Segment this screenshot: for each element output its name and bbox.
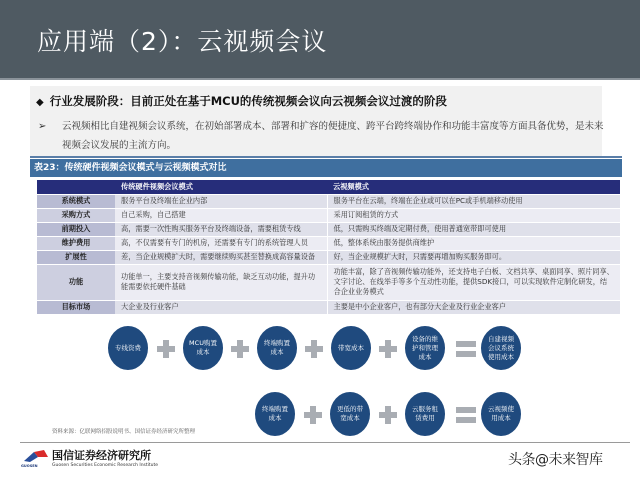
row-label: 目标市场 — [37, 300, 115, 314]
row-label: 扩展性 — [37, 250, 115, 264]
header-cell-cloud: 云视频模式 — [327, 180, 620, 194]
cost-circle-self-built-total: 自建视频会议系统使用成本 — [481, 326, 521, 370]
title-bar — [0, 0, 640, 80]
cell-cloud: 功能丰富，除了音视频传输功能外，还支持电子白板、文档共享、桌面同享、照片同享、文字讨论、在线举手等多个互动性功能，提供SDK接口，可以实现软件定制化研发，结合企业业务模式 — [327, 264, 620, 300]
equals-icon — [456, 407, 476, 423]
table-row — [37, 222, 620, 236]
org-name: 国信证券经济研究所 — [52, 449, 151, 462]
headline-text: 行业发展阶段：目前正处在基于MCU的传统视频会议向云视频会议过渡的阶段 — [49, 94, 447, 108]
cell-cloud: 服务平台在云端，终端在企业或可以在PC或手机端移动使用 — [327, 194, 620, 208]
row-label: 采购方式 — [37, 208, 115, 222]
cell-cloud: 采用订阅租赁的方式 — [327, 208, 620, 222]
diamond-bullet-icon: ◆ — [36, 97, 44, 108]
cost-circle-cloud-rental: 云服务租赁费用 — [405, 392, 445, 436]
bullet-text: 云视频相比自建视频会议系统，在初始部署成本、部署和扩容的便捷度、跨平台跨终端协作和功能丰富度等方面具备优势，是未来视频会议发展的主流方向。 — [62, 121, 604, 151]
org-name-en: Guosen Securities Economic Research Institute — [52, 463, 159, 468]
divider — [30, 156, 622, 158]
arrow-bullet-icon: ➢ — [38, 121, 47, 132]
plus-icon — [304, 406, 322, 424]
source-note: 资料来源：亿联网络招股说明书、国信证券经济研究所整理 — [52, 429, 196, 435]
cell-cloud: 主要是中小企业客户，也有部分大企业及行业企业客户 — [327, 300, 620, 314]
cell-traditional: 服务平台及终端在企业内部 — [115, 194, 327, 208]
cost-circle-terminal: 终端购置成本 — [255, 392, 295, 436]
row-label: 系统模式 — [37, 194, 115, 208]
table-row — [37, 236, 620, 250]
cell-cloud: 好，当企业规模扩大时，只需要再增加购买服务即可。 — [327, 250, 620, 264]
cell-traditional: 功能单一，主要支持音视频传输功能，缺乏互动功能，提升功能需要依托硬件基础 — [115, 264, 327, 300]
cell-traditional: 差，当企业规模扩大时，需要继续购买甚至替换成高容量设备 — [115, 250, 327, 264]
cell-traditional: 大企业及行业客户 — [115, 300, 327, 314]
cost-circle-terminal: 终端购置成本 — [257, 326, 297, 370]
cost-circle-lower-bandwidth: 更低的带宽成本 — [330, 392, 370, 436]
table-row — [37, 208, 620, 222]
bullet-point — [38, 117, 610, 155]
guosen-logo-icon — [22, 449, 50, 463]
plus-icon — [379, 340, 397, 358]
cost-circle-bandwidth: 带宽成本 — [331, 326, 371, 370]
table-caption: 表23：传统硬件视频会议模式与云视频模式对比 — [30, 159, 622, 177]
table-row — [37, 300, 620, 314]
row-label: 维护费用 — [37, 236, 115, 250]
cell-cloud: 低，整体系统由服务提供商维护 — [327, 236, 620, 250]
table-row — [37, 194, 620, 208]
cost-circle-cloud-total: 云视频使用成本 — [481, 392, 521, 436]
row-label: 前期投入 — [37, 222, 115, 236]
plus-icon — [231, 340, 249, 358]
cost-circle-maintenance: 设备的维护和管理成本 — [405, 326, 445, 370]
watermark: 头条@未来智库 — [508, 452, 603, 468]
headline — [36, 93, 447, 109]
header-cell-empty — [37, 180, 115, 194]
plus-icon — [379, 406, 397, 424]
plus-icon — [305, 340, 323, 358]
table-row — [37, 264, 620, 300]
header-cell-traditional: 传统硬件视频会议模式 — [115, 180, 327, 194]
table-header-row — [37, 180, 620, 194]
page-title: 应用端（2）：云视频会议 — [37, 27, 328, 56]
comparison-table — [37, 180, 620, 315]
table-row — [37, 250, 620, 264]
cell-cloud: 低，只需购买终端及定期付费，使用普通宽带即可使用 — [327, 222, 620, 236]
equals-icon — [456, 341, 476, 357]
cell-traditional: 高，需要一次性购买服务平台及终端设备，需要租赁专线 — [115, 222, 327, 236]
row-label: 功能 — [37, 264, 115, 300]
cell-traditional: 自己采购，自己搭建 — [115, 208, 327, 222]
footer-divider — [20, 442, 630, 443]
cost-circle-line-fee: 专线资费 — [108, 326, 148, 370]
cell-traditional: 高，不仅需要有专门的机房，还需要有专门的系统管理人员 — [115, 236, 327, 250]
cost-circle-mcu: MCU购置成本 — [183, 326, 223, 370]
plus-icon — [157, 340, 175, 358]
logo-abbr: GUOSEN — [21, 464, 38, 468]
